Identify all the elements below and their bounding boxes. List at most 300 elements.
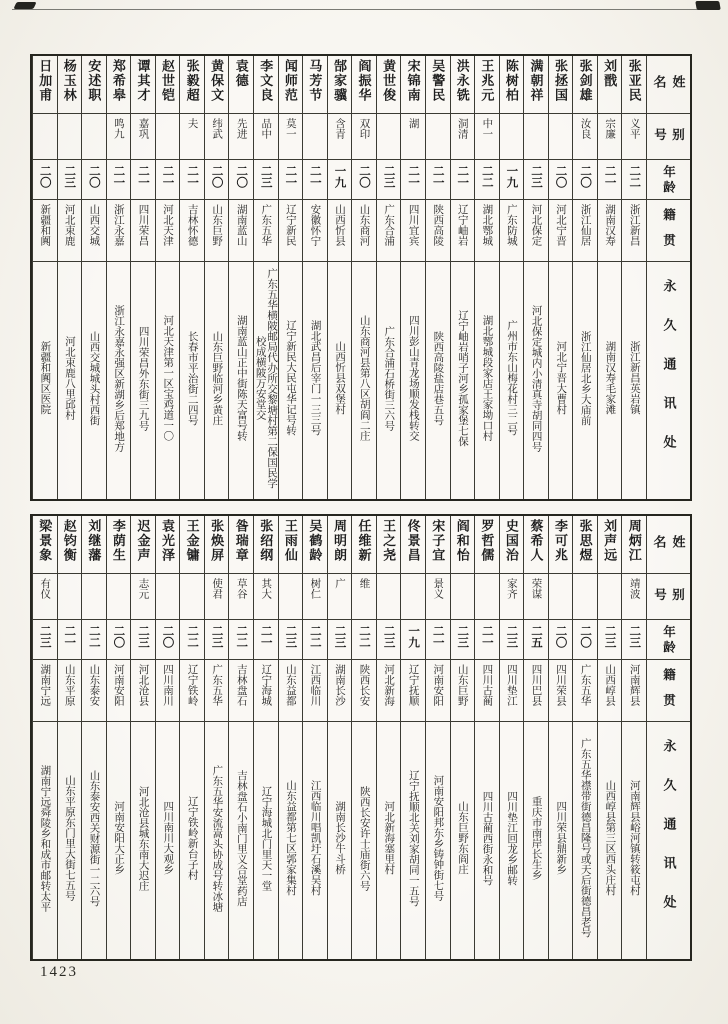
person-age — [549, 160, 573, 200]
person-name-text: 张拯国 — [553, 59, 569, 103]
person-origin-text: 安徽怀宁 — [309, 204, 321, 246]
person-origin — [328, 660, 352, 722]
person-age — [180, 620, 204, 660]
person-alias — [303, 574, 327, 620]
person-address-text: 河南辉县峪河镇转筱屯村 — [628, 780, 640, 896]
person-alias-text: 有仪 — [39, 578, 51, 599]
person-address — [622, 722, 646, 959]
person-name-text: 郑希皋 — [110, 59, 126, 103]
person-origin-text: 辽宁岫岩 — [456, 204, 468, 246]
person-address — [254, 722, 278, 959]
person-column — [278, 516, 303, 959]
person-alias-text: 嘉巩 — [137, 118, 149, 139]
person-column — [57, 516, 82, 959]
person-address — [549, 722, 573, 959]
person-alias-text: 夫 — [186, 118, 198, 129]
person-origin-text: 山东巨野 — [211, 204, 223, 246]
person-alias-text: 使君 — [211, 578, 223, 599]
person-name-text: 黄世俊 — [381, 59, 397, 103]
person-age-text: 二一 — [63, 625, 76, 648]
person-age-text: 二〇 — [38, 165, 51, 188]
person-name — [451, 516, 475, 574]
person-origin — [279, 200, 303, 262]
scan-corner-mark-left — [13, 2, 36, 9]
person-address-text: 河南安阳大正乡 — [113, 801, 125, 875]
person-name — [107, 516, 131, 574]
person-age — [328, 160, 352, 200]
person-alias — [377, 114, 401, 160]
person-alias-text: 中一 — [481, 118, 493, 139]
person-origin-text: 吉林怀德 — [186, 204, 198, 246]
person-origin-text: 浙江永嘉 — [112, 204, 124, 246]
person-name-text: 袁光泽 — [160, 519, 176, 563]
person-alias — [524, 574, 548, 620]
person-name-text: 张剑雄 — [577, 59, 593, 103]
person-address — [279, 262, 303, 499]
header-name-text: 姓名 — [651, 75, 686, 101]
person-origin-text: 辽宁新民 — [284, 204, 296, 246]
person-age — [401, 160, 425, 200]
person-name — [279, 56, 303, 114]
person-address-text: 山西交城城头村西街 — [88, 330, 100, 426]
person-name — [229, 516, 253, 574]
person-alias — [401, 574, 425, 620]
person-address-text: 四川荣昌外东街三九号 — [137, 325, 149, 431]
person-origin — [622, 660, 646, 722]
person-column — [523, 516, 548, 959]
person-alias-text: 广 — [333, 578, 345, 589]
person-origin — [549, 660, 573, 722]
person-age-text: 二三 — [38, 625, 51, 648]
person-age-text: 二三 — [210, 625, 223, 648]
person-alias — [33, 574, 57, 620]
person-address-text: 河北天津第一区宝鸡道一〇 — [162, 315, 174, 441]
person-origin — [352, 200, 376, 262]
person-alias — [475, 574, 499, 620]
person-column — [253, 56, 278, 499]
header-address-text: 永久通讯处 — [661, 739, 677, 934]
person-address-text: 湖南蓝山正中街陈天富号转 — [235, 315, 247, 441]
person-name — [180, 56, 204, 114]
person-name-text: 张亚民 — [626, 59, 642, 103]
person-column — [548, 516, 573, 959]
person-address-text: 河北沧县城东南大迟庄 — [137, 785, 149, 891]
person-address — [180, 262, 204, 499]
person-alias — [156, 114, 180, 160]
person-age-text: 二〇 — [579, 625, 592, 648]
person-age — [58, 620, 82, 660]
person-address — [229, 722, 253, 959]
person-origin — [451, 200, 475, 262]
person-address-text: 浙江永嘉永强区新湖乡后郑地方 — [113, 304, 125, 452]
person-origin-text: 河北天津 — [162, 204, 174, 246]
person-age-text: 二二 — [308, 625, 321, 648]
person-origin — [229, 660, 253, 722]
person-address — [229, 262, 253, 499]
person-name — [524, 56, 548, 114]
person-name-text: 梁景象 — [37, 519, 53, 563]
person-address-text: 吉林盘石小南门里义合堂药店 — [235, 769, 247, 907]
person-age — [500, 160, 524, 200]
person-name-text: 阎和怡 — [454, 519, 470, 563]
person-age-text: 二二 — [186, 625, 199, 648]
person-age-text: 二〇 — [554, 625, 567, 648]
person-age — [33, 620, 57, 660]
person-column — [425, 516, 450, 959]
person-name — [622, 516, 646, 574]
person-age — [524, 160, 548, 200]
person-name-text: 周炳江 — [626, 519, 642, 563]
person-name — [352, 516, 376, 574]
person-name-text: 谭其才 — [135, 59, 151, 103]
person-origin — [426, 660, 450, 722]
person-name — [229, 56, 253, 114]
person-address — [82, 262, 106, 499]
person-origin — [377, 200, 401, 262]
person-alias — [107, 574, 131, 620]
person-origin — [401, 660, 425, 722]
header-origin-text: 籍贯 — [661, 208, 676, 259]
person-alias-text: 志元 — [137, 578, 149, 599]
person-origin — [328, 200, 352, 262]
person-address-text: 新疆和阗区医院 — [39, 341, 51, 415]
person-column — [523, 56, 548, 499]
person-alias — [622, 574, 646, 620]
person-name-text: 马芳节 — [307, 59, 323, 103]
person-age-text: 二一 — [431, 625, 444, 648]
person-address-text: 山东平原东门里大街七五号 — [63, 775, 75, 901]
person-age-text: 二三 — [259, 165, 272, 188]
person-age-text: 一九 — [407, 625, 420, 648]
person-name — [58, 516, 82, 574]
person-address — [107, 262, 131, 499]
person-address — [58, 722, 82, 959]
person-column — [376, 516, 401, 959]
person-alias-text: 义平 — [628, 118, 640, 139]
person-origin-text: 河北束鹿 — [63, 204, 75, 246]
person-address — [401, 722, 425, 959]
person-origin — [131, 200, 155, 262]
person-age-text: 二三 — [136, 625, 149, 648]
person-name-text: 杨玉林 — [61, 59, 77, 103]
person-origin-text: 吉林盘石 — [235, 664, 247, 706]
person-age-text: 二〇 — [161, 625, 174, 648]
person-address-text: 湖北武昌后宰门一三三号 — [309, 320, 321, 436]
person-address — [475, 262, 499, 499]
person-origin — [524, 660, 548, 722]
person-age — [131, 620, 155, 660]
person-alias — [254, 574, 278, 620]
person-age-text: 二三 — [529, 165, 542, 188]
person-age — [598, 620, 622, 660]
person-origin — [205, 660, 229, 722]
person-age-text: 二一 — [136, 165, 149, 188]
person-name-text: 黄保文 — [209, 59, 225, 103]
person-column — [376, 56, 401, 499]
person-origin — [598, 660, 622, 722]
person-address-text: 山东泰安西关财源街一二六号 — [88, 769, 100, 907]
person-column — [130, 56, 155, 499]
person-origin — [401, 200, 425, 262]
person-alias — [401, 114, 425, 160]
person-name-text: 周明朗 — [331, 519, 347, 563]
person-address-text: 四川荣县鼎新乡 — [555, 801, 567, 875]
person-age — [229, 160, 253, 200]
person-name — [573, 56, 597, 114]
person-column — [450, 56, 475, 499]
person-name — [524, 516, 548, 574]
person-name-text: 吴鹤龄 — [307, 519, 323, 563]
person-age — [229, 620, 253, 660]
person-name-text: 佟景昌 — [405, 519, 421, 563]
person-alias-text: 树仁 — [309, 578, 321, 599]
person-name — [33, 56, 57, 114]
person-column — [179, 516, 204, 959]
person-name-text: 阎振华 — [356, 59, 372, 103]
person-origin — [573, 200, 597, 262]
registry-table-bottom — [30, 514, 692, 961]
person-alias — [573, 114, 597, 160]
person-name — [377, 516, 401, 574]
person-origin — [180, 660, 204, 722]
person-origin — [82, 200, 106, 262]
person-origin-text: 山东平原 — [63, 664, 75, 706]
person-name — [328, 56, 352, 114]
person-alias — [549, 114, 573, 160]
header-alias — [647, 574, 690, 620]
person-alias — [475, 114, 499, 160]
person-name-text: 王之尧 — [381, 519, 397, 563]
person-name — [549, 516, 573, 574]
person-alias — [82, 114, 106, 160]
header-address-text: 永久通讯处 — [661, 279, 677, 474]
person-name-text: 满朝祥 — [528, 59, 544, 103]
person-address — [82, 722, 106, 959]
person-column — [32, 516, 57, 959]
person-origin-text: 山东巨野 — [456, 664, 468, 706]
person-name — [401, 56, 425, 114]
person-age — [82, 160, 106, 200]
person-name — [156, 56, 180, 114]
person-age-text: 二三 — [505, 625, 518, 648]
person-origin-text: 四川巴县 — [530, 664, 542, 706]
person-column — [130, 516, 155, 959]
person-alias-text: 宗廉 — [604, 118, 616, 139]
person-age-text: 二三 — [63, 165, 76, 188]
header-column — [646, 516, 690, 959]
person-name-text: 日加甫 — [37, 59, 53, 103]
person-name — [475, 516, 499, 574]
person-origin — [426, 200, 450, 262]
person-alias — [500, 114, 524, 160]
person-origin-text: 河南辉县 — [628, 664, 640, 706]
person-alias — [426, 574, 450, 620]
person-address-text: 陕西长安许士庙街六号 — [358, 785, 370, 891]
header-age-text: 年龄 — [661, 165, 676, 196]
person-address — [524, 722, 548, 959]
person-address-text: 四川彭山青龙场顺发栈转交 — [407, 315, 419, 441]
person-alias — [524, 114, 548, 160]
person-address-text: 山西崞县第三区西头庄村 — [604, 780, 616, 896]
person-name-text: 洪永铣 — [454, 59, 470, 103]
person-address — [598, 262, 622, 499]
person-origin — [131, 660, 155, 722]
person-origin-text: 山东益都 — [284, 664, 296, 706]
person-name-text: 迟金声 — [135, 519, 151, 563]
person-name — [500, 516, 524, 574]
person-name — [156, 516, 180, 574]
person-age — [549, 620, 573, 660]
person-origin — [622, 200, 646, 262]
person-address — [426, 262, 450, 499]
person-address — [352, 262, 376, 499]
person-origin-text: 广东防城 — [505, 204, 517, 246]
person-alias-text: 鸣九 — [112, 118, 124, 139]
person-column — [204, 56, 229, 499]
person-name-text: 李文良 — [258, 59, 274, 103]
person-origin-text: 山东商河 — [358, 204, 370, 246]
page-number: 1423 — [40, 964, 78, 980]
person-address-text: 山东商河县第八区胡阎二庄 — [358, 315, 370, 441]
person-address — [205, 262, 229, 499]
person-address — [598, 722, 622, 959]
person-alias — [573, 574, 597, 620]
person-origin-text: 新疆和阗 — [39, 204, 51, 246]
person-column — [57, 56, 82, 499]
person-age — [82, 620, 106, 660]
person-name-text: 张绍纲 — [258, 519, 274, 563]
person-origin — [33, 660, 57, 722]
person-alias — [500, 574, 524, 620]
person-address — [254, 262, 278, 499]
person-address-text: 辽宁岫岩哨子河乡孤家堡七保 — [456, 309, 468, 447]
person-origin — [475, 200, 499, 262]
person-alias — [328, 574, 352, 620]
header-name — [647, 56, 690, 114]
person-address-text: 四川南川大观乡 — [162, 801, 174, 875]
person-column — [450, 516, 475, 959]
person-origin — [254, 200, 278, 262]
person-age-text: 二〇 — [358, 165, 371, 188]
person-age-text: 二一 — [431, 165, 444, 188]
person-address — [475, 722, 499, 959]
person-address-text: 河北保定城内小清真寺胡同四号 — [530, 304, 542, 452]
header-age — [647, 620, 690, 660]
person-origin-text: 四川古蔺 — [481, 664, 493, 706]
person-age-text: 一九 — [505, 165, 518, 188]
person-column — [425, 56, 450, 499]
person-column — [253, 516, 278, 959]
person-origin-text: 河北沧县 — [137, 664, 149, 706]
person-age — [500, 620, 524, 660]
person-age — [598, 160, 622, 200]
person-alias — [156, 574, 180, 620]
person-alias — [377, 574, 401, 620]
person-origin-text: 河南安阳 — [432, 664, 444, 706]
person-address-text: 山东巨野临河乡黄庄 — [211, 330, 223, 426]
person-origin-text: 四川荣昌 — [137, 204, 149, 246]
person-age-text: 二三 — [284, 625, 297, 648]
person-column — [351, 516, 376, 959]
person-age — [205, 620, 229, 660]
person-name — [254, 516, 278, 574]
person-column — [597, 56, 622, 499]
person-age — [524, 620, 548, 660]
person-name — [451, 56, 475, 114]
person-origin — [254, 660, 278, 722]
person-address-text: 山东巨野东阎庄 — [456, 801, 468, 875]
person-origin — [279, 660, 303, 722]
header-age — [647, 160, 690, 200]
person-name — [131, 56, 155, 114]
person-age — [451, 620, 475, 660]
person-alias — [352, 114, 376, 160]
person-origin-text: 山东泰安 — [88, 664, 100, 706]
person-origin-text: 四川垫江 — [505, 664, 517, 706]
person-alias — [598, 574, 622, 620]
person-alias-text: 湖 — [407, 118, 419, 129]
person-alias — [303, 114, 327, 160]
person-name — [303, 516, 327, 574]
person-name-text: 赵钧衡 — [61, 519, 77, 563]
person-age — [279, 160, 303, 200]
person-age — [377, 620, 401, 660]
person-name — [82, 516, 106, 574]
person-alias — [279, 114, 303, 160]
person-age — [303, 620, 327, 660]
person-address-text: 广州市东山梅花村三二号 — [506, 320, 518, 436]
person-alias-text: 维 — [358, 578, 370, 589]
scan-corner-mark-right — [695, 1, 721, 10]
person-age-text: 二二 — [358, 625, 371, 648]
person-age — [131, 160, 155, 200]
person-name — [205, 516, 229, 574]
person-address-text: 湖南汉寿毛家滩 — [604, 341, 616, 415]
person-name-text: 昝瑞章 — [233, 519, 249, 563]
person-name-text: 刘继藩 — [86, 519, 102, 563]
person-age — [475, 160, 499, 200]
person-alias — [58, 574, 82, 620]
person-name-text: 袁德 — [233, 59, 249, 88]
person-column — [327, 56, 352, 499]
person-origin-text: 河北宁晋 — [555, 204, 567, 246]
person-column — [179, 56, 204, 499]
person-origin-text: 陕西高陵 — [432, 204, 444, 246]
person-age-text: 二〇 — [579, 165, 592, 188]
person-alias — [131, 574, 155, 620]
person-column — [302, 56, 327, 499]
person-address-text: 湖北鄂城段家店王家坳口村 — [481, 315, 493, 441]
person-column — [228, 56, 253, 499]
person-alias-text: 莫一 — [284, 118, 296, 139]
person-alias-text: 洞清 — [456, 118, 468, 139]
person-age-text: 二二 — [628, 165, 641, 188]
person-address-text: 辽宁铁岭新台子村 — [186, 796, 198, 880]
person-column — [621, 516, 646, 959]
person-origin-text: 广东五华 — [211, 664, 223, 706]
person-origin — [156, 200, 180, 262]
person-name-text: 赵世铠 — [160, 59, 176, 103]
person-age — [107, 160, 131, 200]
person-address-text: 河北新海塞里村 — [383, 801, 395, 875]
person-address — [58, 262, 82, 499]
person-address — [401, 262, 425, 499]
person-name-text: 王金镛 — [184, 519, 200, 563]
person-age-text: 二一 — [284, 165, 297, 188]
person-age — [279, 620, 303, 660]
person-origin — [303, 200, 327, 262]
person-address — [622, 262, 646, 499]
